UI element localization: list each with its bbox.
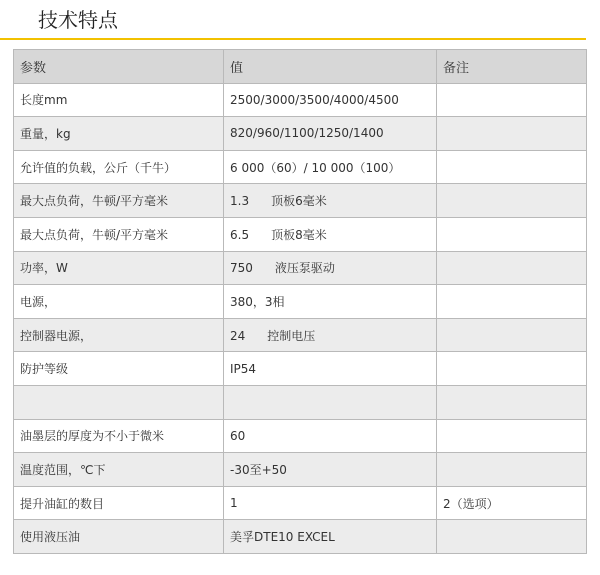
value-note: 液压泵驱动 [274,261,335,276]
value-text: 750 [230,261,253,276]
table-row [14,453,587,487]
param-cell: 油墨层的厚度为不小于微米 [14,419,224,453]
remark-cell [437,419,587,453]
value-text: 380，3相 [230,294,285,309]
param-cell: 最大点负荷，牛顿/平方毫米 [14,184,224,218]
value-cell [224,285,437,319]
remark-cell [437,117,587,151]
param-cell: 最大点负荷，牛顿/平方毫米 [14,217,224,251]
param-cell: 控制器电源， [14,318,224,352]
value-note: 顶板8毫米 [271,227,327,242]
param-cell: 长度mm [14,83,224,117]
remark-cell [437,385,587,419]
param-cell: 允许值的负载，公斤（千牛） [14,150,224,184]
header-remark: 备注 [437,50,587,84]
value-cell [224,150,437,184]
remark-cell [437,217,587,251]
param-cell: 防护等级 [14,352,224,386]
value-cell [224,83,437,117]
table-row [14,419,587,453]
value-note: 顶板6毫米 [271,194,327,209]
page-title: 技术特点 [38,8,118,32]
value-cell [224,385,437,419]
value-text: 美孚DTE10 EXCEL [230,530,335,545]
table-row [14,285,587,319]
value-cell [224,117,437,151]
value-cell [224,251,437,285]
remark-cell [437,318,587,352]
table-row [14,83,587,117]
value-cell [224,453,437,487]
param-cell: 功率，W [14,251,224,285]
table-row [14,251,587,285]
value-text: 6.5 [230,227,250,242]
value-cell [224,419,437,453]
value-text: -30至+50 [230,462,287,477]
remark-cell [437,251,587,285]
table-row [14,117,587,151]
remark-cell [437,83,587,117]
value-cell [224,352,437,386]
table-row [14,352,587,386]
value-text: 1.3 [230,194,250,209]
value-text: 60 [230,428,246,443]
remark-cell [437,150,587,184]
param-cell: 使用液压油 [14,520,224,554]
table-row [14,520,587,554]
header-value: 值 [224,50,437,84]
value-cell [224,318,437,352]
remark-cell [437,352,587,386]
value-cell [224,486,437,520]
value-text: 2500/3000/3500/4000/4500 [230,92,399,107]
remark-cell [437,285,587,319]
param-cell [14,385,224,419]
table-row [14,486,587,520]
spec-table [13,49,587,554]
remark-cell [437,184,587,218]
table-row [14,184,587,218]
value-text: 1 [230,496,238,511]
value-cell [224,217,437,251]
value-text: 24 [230,328,246,343]
value-text: 820/960/1100/1250/1400 [230,126,384,141]
table-header-row [14,50,587,84]
value-cell [224,184,437,218]
remark-cell: 2（选项） [437,486,587,520]
remark-cell [437,520,587,554]
param-cell: 提升油缸的数目 [14,486,224,520]
table-row [14,217,587,251]
param-cell: 温度范围，℃下 [14,453,224,487]
remark-cell [437,453,587,487]
table-row [14,385,587,419]
header-param: 参数 [14,50,224,84]
section-header [0,0,586,40]
value-note: 控制电压 [267,328,316,343]
param-cell: 重量，kg [14,117,224,151]
value-text: IP54 [230,361,257,376]
param-cell: 电源， [14,285,224,319]
table-row [14,318,587,352]
value-cell [224,520,437,554]
table-row [14,150,587,184]
value-text: 6 000（60）/ 10 000（100） [230,160,401,175]
